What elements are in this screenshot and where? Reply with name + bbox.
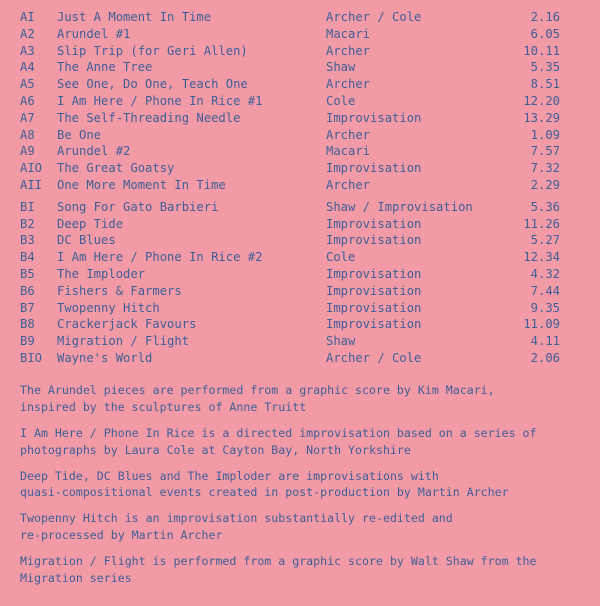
- track-duration: 2.06: [530, 350, 560, 365]
- track-duration: 4.32: [530, 266, 560, 281]
- track-title: Fishers & Farmers: [57, 283, 182, 298]
- track-row: [20, 93, 560, 110]
- track-credit: Shaw / Improvisation: [326, 199, 473, 214]
- track-row: [20, 316, 560, 333]
- track-row: [20, 110, 560, 127]
- track-number: B7: [20, 300, 35, 315]
- track-credit: Shaw: [326, 60, 356, 75]
- track-number: A4: [20, 60, 35, 75]
- track-credit: Archer: [326, 177, 371, 192]
- track-duration: 12.34: [523, 250, 560, 265]
- track-row: [20, 350, 560, 367]
- track-title: Be One: [57, 127, 102, 142]
- track-credit: Cole: [326, 250, 356, 265]
- track-row: [20, 59, 560, 76]
- track-row: [20, 160, 560, 177]
- track-row: [20, 249, 560, 266]
- track-duration: 12.20: [523, 93, 560, 108]
- track-row: [20, 300, 560, 317]
- track-duration: 5.36: [530, 199, 560, 214]
- track-number: A8: [20, 127, 35, 142]
- track-credit: Improvisation: [326, 300, 422, 315]
- track-credit: Improvisation: [326, 283, 422, 298]
- track-row: [20, 143, 560, 160]
- track-duration: 9.35: [530, 300, 560, 315]
- track-title: See One, Do One, Teach One: [57, 77, 248, 92]
- track-duration: 2.16: [530, 10, 560, 24]
- track-number: B5: [20, 266, 35, 281]
- track-number: A5: [20, 77, 35, 92]
- track-title: The Self-Threading Needle: [57, 110, 241, 125]
- track-title: Wayne's World: [57, 350, 153, 365]
- track-duration: 7.57: [530, 144, 560, 159]
- track-title: The Great Goatsy: [57, 161, 175, 176]
- track-credit: Archer: [326, 77, 371, 92]
- track-title: I Am Here / Phone In Rice #1: [57, 93, 263, 108]
- track-row: [20, 9, 560, 26]
- liner-notes: [20, 382, 585, 596]
- note-paragraph: Migration / Flight is performed from a graphic score by Walt Shaw from the Migration series: [20, 554, 537, 585]
- track-number: B9: [20, 334, 35, 349]
- track-credit: Macari: [326, 26, 371, 41]
- track-credit: Cole: [326, 93, 356, 108]
- note-paragraph: Deep Tide, DC Blues and The Imploder are improvisations with quasi-compositional events created in post-production by Martin Archer: [20, 468, 509, 500]
- track-number: AI: [20, 10, 35, 24]
- track-number: B4: [20, 250, 35, 265]
- track-duration: 2.29: [530, 177, 560, 192]
- track-title: Song For Gato Barbieri: [57, 199, 219, 214]
- track-row: [20, 26, 560, 43]
- track-duration: 5.35: [530, 60, 560, 75]
- track-title: Migration / Flight: [57, 334, 190, 349]
- track-credit: Archer: [326, 43, 371, 58]
- track-credit: Improvisation: [326, 110, 422, 125]
- track-number: AIO: [20, 161, 43, 176]
- track-title: Crackerjack Favours: [57, 317, 197, 332]
- track-row: [20, 266, 560, 283]
- track-duration: 5.27: [530, 233, 560, 248]
- note-paragraph: Twopenny Hitch is an improvisation substantially re-edited and re-processed by Martin Archer: [20, 511, 453, 543]
- track-credit: Improvisation: [326, 233, 422, 248]
- track-title: One More Moment In Time: [57, 177, 226, 192]
- track-duration: 13.29: [523, 110, 560, 125]
- track-duration: 11.26: [523, 216, 560, 231]
- track-duration: 7.44: [530, 283, 560, 298]
- tracklist: [20, 9, 560, 367]
- track-row: [20, 232, 560, 249]
- track-duration: 11.09: [523, 317, 560, 332]
- track-duration: 1.09: [530, 127, 560, 142]
- track-number: B6: [20, 283, 35, 298]
- track-credit: Improvisation: [326, 266, 422, 281]
- track-title: Slip Trip (for Geri Allen): [57, 43, 248, 58]
- track-title: Twopenny Hitch: [57, 300, 160, 315]
- track-title: The Imploder: [57, 266, 146, 281]
- track-credit: Archer / Cole: [326, 350, 422, 365]
- track-title: Deep Tide: [57, 216, 124, 231]
- track-number: B3: [20, 233, 35, 248]
- track-title: Arundel #1: [57, 26, 131, 41]
- track-title: I Am Here / Phone In Rice #2: [57, 250, 263, 265]
- track-row: [20, 177, 560, 194]
- track-credit: Shaw: [326, 334, 356, 349]
- track-credit: Improvisation: [326, 216, 422, 231]
- track-number: A9: [20, 144, 35, 159]
- track-credit: Macari: [326, 144, 371, 159]
- track-title: DC Blues: [57, 233, 116, 248]
- track-duration: 10.11: [523, 43, 560, 58]
- track-number: AII: [20, 177, 43, 192]
- track-row: [20, 283, 560, 300]
- track-number: B2: [20, 216, 35, 231]
- track-number: A7: [20, 110, 35, 125]
- track-row: [20, 76, 560, 93]
- track-credit: Improvisation: [326, 161, 422, 176]
- track-credit: Improvisation: [326, 317, 422, 332]
- track-number: BI: [20, 199, 35, 214]
- track-credit: Archer / Cole: [326, 10, 422, 24]
- track-credit: Archer: [326, 127, 371, 142]
- track-number: BIO: [20, 350, 43, 365]
- track-row: [20, 127, 560, 144]
- track-number: A2: [20, 26, 35, 41]
- track-row: [20, 333, 560, 350]
- track-number: B8: [20, 317, 35, 332]
- track-number: A6: [20, 93, 35, 108]
- track-row: [20, 199, 560, 216]
- track-duration: 8.51: [530, 77, 560, 92]
- note-paragraph: The Arundel pieces are performed from a graphic score by Kim Macari, inspired by the sculptures of Anne Truitt: [20, 383, 495, 414]
- track-title: Just A Moment In Time: [57, 10, 212, 24]
- track-duration: 6.05: [530, 26, 560, 41]
- track-title: Arundel #2: [57, 144, 131, 159]
- track-duration: 7.32: [530, 161, 560, 176]
- track-duration: 4.11: [530, 334, 560, 349]
- note-paragraph: I Am Here / Phone In Rice is a directed improvisation based on a series of photographs by Laura Cole at Cayton Bay, North Yorkshire: [20, 425, 537, 457]
- track-title: The Anne Tree: [57, 60, 153, 75]
- track-number: A3: [20, 43, 35, 58]
- track-row: [20, 216, 560, 233]
- track-row: [20, 43, 560, 60]
